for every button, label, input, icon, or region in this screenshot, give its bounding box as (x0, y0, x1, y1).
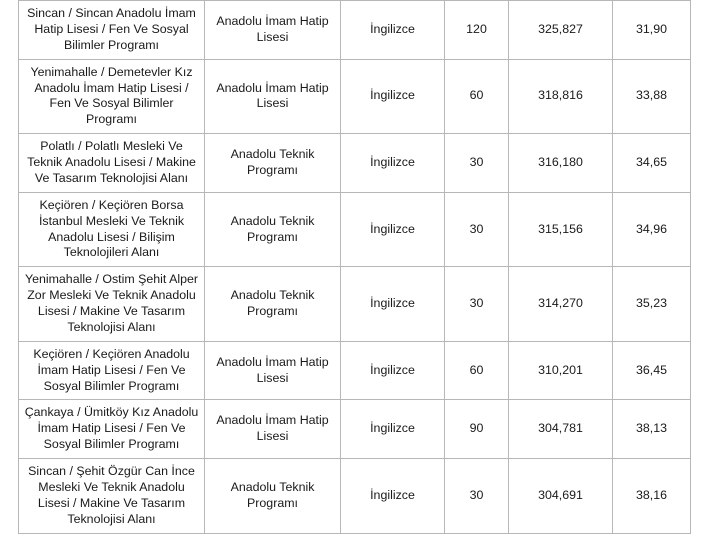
cell-school-type: Anadolu Teknik Programı (205, 134, 341, 193)
table-row (19, 459, 691, 534)
cell-percentile: 35,23 (613, 267, 691, 342)
cell-language: İngilizce (341, 267, 445, 342)
cell-quota: 30 (445, 267, 509, 342)
cell-score: 316,180 (509, 134, 613, 193)
cell-language: İngilizce (341, 400, 445, 459)
cell-quota: 90 (445, 400, 509, 459)
cell-percentile: 33,88 (613, 59, 691, 134)
cell-quota: 30 (445, 459, 509, 534)
cell-percentile: 31,90 (613, 1, 691, 60)
cell-language: İngilizce (341, 59, 445, 134)
table-row (19, 134, 691, 193)
cell-language: İngilizce (341, 341, 445, 400)
cell-language: İngilizce (341, 459, 445, 534)
cell-school-type: Anadolu Teknik Programı (205, 192, 341, 267)
cell-score: 304,691 (509, 459, 613, 534)
table-row (19, 400, 691, 459)
cell-school: Yenimahalle / Demetevler Kız Anadolu İmam Hatip Lisesi / Fen Ve Sosyal Bilimler Programı (19, 59, 205, 134)
table-body (19, 1, 691, 534)
cell-quota: 60 (445, 59, 509, 134)
cell-language: İngilizce (341, 134, 445, 193)
cell-percentile: 36,45 (613, 341, 691, 400)
cell-school: Çankaya / Ümitköy Kız Anadolu İmam Hatip Lisesi / Fen Ve Sosyal Bilimler Programı (19, 400, 205, 459)
cell-quota: 60 (445, 341, 509, 400)
table-row (19, 59, 691, 134)
cell-percentile: 38,13 (613, 400, 691, 459)
cell-quota: 120 (445, 1, 509, 60)
cell-score: 315,156 (509, 192, 613, 267)
table-row (19, 192, 691, 267)
cell-school: Polatlı / Polatlı Mesleki Ve Teknik Anadolu Lisesi / Makine Ve Tasarım Teknolojisi Alanı (19, 134, 205, 193)
cell-score: 318,816 (509, 59, 613, 134)
cell-school: Keçiören / Keçiören Borsa İstanbul Mesleki Ve Teknik Anadolu Lisesi / Bilişim Teknolojileri Alanı (19, 192, 205, 267)
cell-percentile: 38,16 (613, 459, 691, 534)
table-row (19, 341, 691, 400)
cell-percentile: 34,65 (613, 134, 691, 193)
cell-school: Sincan / Sincan Anadolu İmam Hatip Lisesi / Fen Ve Sosyal Bilimler Programı (19, 1, 205, 60)
table-row (19, 267, 691, 342)
cell-school-type: Anadolu İmam Hatip Lisesi (205, 341, 341, 400)
cell-school: Yenimahalle / Ostim Şehit Alper Zor Mesleki Ve Teknik Anadolu Lisesi / Makine Ve Tasarım Teknolojisi Alanı (19, 267, 205, 342)
cell-school-type: Anadolu İmam Hatip Lisesi (205, 1, 341, 60)
cell-percentile: 34,96 (613, 192, 691, 267)
cell-quota: 30 (445, 134, 509, 193)
cell-language: İngilizce (341, 1, 445, 60)
cell-score: 310,201 (509, 341, 613, 400)
cell-school: Sincan / Şehit Özgür Can İnce Mesleki Ve Teknik Anadolu Lisesi / Makine Ve Tasarım Teknolojisi Alanı (19, 459, 205, 534)
cell-school-type: Anadolu İmam Hatip Lisesi (205, 400, 341, 459)
cell-quota: 30 (445, 192, 509, 267)
cell-score: 314,270 (509, 267, 613, 342)
cell-score: 304,781 (509, 400, 613, 459)
cell-school: Keçiören / Keçiören Anadolu İmam Hatip Lisesi / Fen Ve Sosyal Bilimler Programı (19, 341, 205, 400)
cell-school-type: Anadolu Teknik Programı (205, 267, 341, 342)
cell-school-type: Anadolu Teknik Programı (205, 459, 341, 534)
school-score-table (18, 0, 691, 534)
cell-language: İngilizce (341, 192, 445, 267)
cell-score: 325,827 (509, 1, 613, 60)
table-row (19, 1, 691, 60)
cell-school-type: Anadolu İmam Hatip Lisesi (205, 59, 341, 134)
